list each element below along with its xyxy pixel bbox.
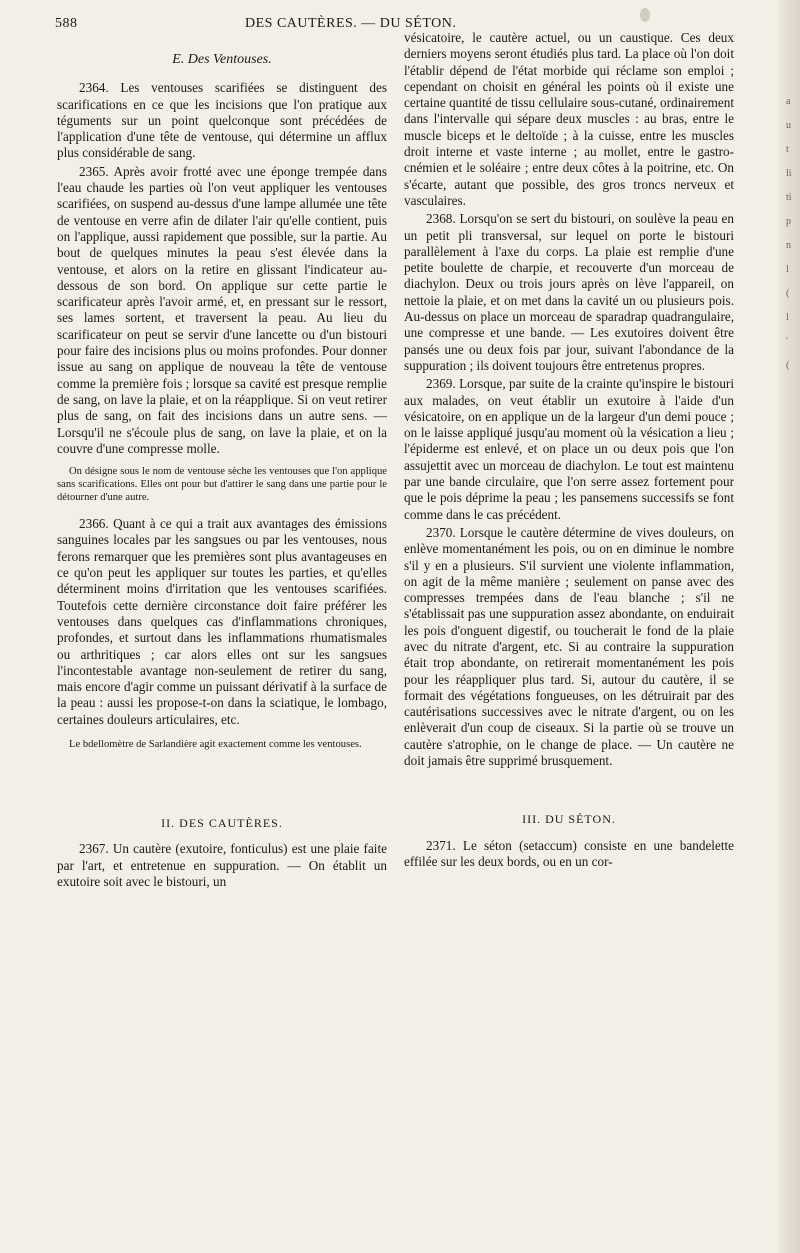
right-column bbox=[404, 30, 734, 872]
footnote-bdellometre: Le bdellomètre de Sarlandière agit exactement comme les ventouses. bbox=[69, 738, 362, 750]
edge-mark: ( bbox=[786, 288, 790, 299]
paragraph-2368: 2368. Lorsqu'on se sert du bistouri, on soulève la peau en un petit pli transversal, sur lequel on porte le bistouri parallèlement à l'axe du corps. La plaie est remplie d'une petite boulette de charpie, et recouverte d'un morceau de diachylon. Deux ou trois jours après on lève l'appareil, on nettoie la plaie, et on met dans la cavité un ou plusieurs pois. Au-dessus on place un morceau de sparadrap quadrangulaire, une compresse et une bande. — Les exutoires doivent être pansés une ou deux fois par jour, suivant l'abondance de la suppuration ; ils doivent toujours être entretenus propres. bbox=[404, 211, 734, 373]
edge-mark: p bbox=[786, 216, 791, 227]
edge-mark: li bbox=[786, 168, 792, 179]
paragraph-2370: 2370. Lorsque le cautère détermine de vives douleurs, on enlève momentanément les pois, ou on en diminue le nombre s'il y en a plusieurs. S'il survient une violente inflammation, on agit de la même manière ; seulement on panse avec des compresses trempées dans de l'eau blanche ; s'il ne s'établissait pas une suppuration assez abondante, on enduirait les pois d'onguent digestif, ou toucherait le fond de la plaie avec du nitrate d'argent, etc. Si au contraire la suppuration était trop abondante, on retirerait momentanément les pois pour les réappliquer plus tard. Si, autour du cautère, il se formait des végétations fongueuses, on les détruirait par des cautérisations successives avec le nitrate d'argent, ou on les enlèverait d'un coup de ciseaux. Si la partie où se trouve un cautère s'atrophie, on le change de place. — Un cautère ne doit jamais être supprimé brusquement. bbox=[404, 524, 734, 769]
edge-mark: l bbox=[786, 312, 789, 323]
section-heading-cauteres: II. DES CAUTÈRES. bbox=[161, 815, 283, 830]
page-number: 588 bbox=[55, 16, 78, 31]
paragraph-2367: 2367. Un cautère (exutoire, fonticulus) est une plaie faite par l'art, et entretenue en suppuration. — On établit un exutoire soit avec le bistouri, un bbox=[57, 841, 387, 889]
edge-mark: ( bbox=[786, 360, 790, 371]
paragraph-2371: 2371. Le séton (setaccum) consiste en une bandelette effilée sur les deux bords, ou en un cor- bbox=[404, 837, 734, 869]
facing-page-edge bbox=[778, 0, 800, 1253]
edge-mark: n bbox=[786, 240, 791, 251]
edge-mark: u bbox=[786, 120, 791, 131]
edge-mark: ti bbox=[786, 192, 792, 203]
spacer bbox=[404, 771, 734, 811]
paragraph-2366: 2366. Quant à ce qui a trait aux avantages des émissions sanguines locales par les sangsues ou par les ventouses, nous ferons remarquer que les premières sont plus avantageuses en ce qu'on peut les appliquer sur toutes les parties, et qu'elles déterminent moins d'irritation que les ventouses scarifiées. Toutefois cette dernière circonstance doit faire préférer les ventouses dans quelques cas d'inflammations chroniques, profondes, et surtout dans les inflammations rhumatismales ou arthritiques ; car alors elles ont sur les sangsues l'incontestable avantage non-seulement de retirer du sang, mais encore d'agir comme un puissant dérivatif à la surface de la peau : aussi les propose-t-on dans la sciatique, le lombago, certaines douleurs articulaires, etc. bbox=[57, 516, 387, 727]
left-column bbox=[57, 52, 387, 892]
paragraph-2365: 2365. Après avoir frotté avec une éponge trempée dans l'eau chaude les parties où l'on veut appliquer les ventouses scarifiées, on suspend au-dessus d'une lampe allumée une tête de ventouse en verre afin de dilater l'air qu'elle contient, puis on l'applique, aussi rapidement que possible, sur la partie. Au bout de quelques minutes la peau s'est élevée dans la ventouse, et alors on la retire en glissant l'indicateur au-dessous de son bord. On applique sur cette partie le scarificateur après l'avoir armé, et, en pressant sur le ressort, ses lames sortent, et traversent la peau. Au lieu du scarificateur on peut se servir d'une lancette ou d'un bistouri pour faire des incisions plus ou moins profondes. Pour donner issue au sang on applique de nouveau la tête de ventouse comme la première fois ; lorsque sa cavité est presque remplie de sang, on lave la plaie, et on la réapplique. Si on veut retirer plus de sang, on fait des incisions dans un autre sens. — Lorsqu'il ne s'écoule plus de sang, on lave la plaie, et on la couvre d'une compresse molle. bbox=[57, 163, 387, 456]
edge-mark: ' bbox=[786, 336, 788, 347]
subheading-ventouses: E. Des Ventouses. bbox=[172, 52, 272, 67]
paragraph-continuation: vésicatoire, le cautère actuel, ou un caustique. Ces deux derniers moyens seront étudiés plus tard. La place où l'on doit l'établir dépend de l'état morbide qui réclame son emploi ; cependant on choisit en général les points où il existe une certaine quantité de tissu cellulaire sous-cutané, ordinairement dans l'intervalle qui sépare deux muscles : au bras, entre le muscle biceps et le deltoïde ; à la cuisse, entre les muscles droit interne et vaste interne ; au mollet, entre le gastro-cnémien et le soléaire ; entre deux côtes à la poitrine, etc. On s'écarte, autant que possible, des gros troncs nerveux et vasculaires. bbox=[404, 30, 734, 208]
running-title: DES CAUTÈRES. — DU SÉTON. bbox=[245, 16, 457, 31]
spacer bbox=[57, 763, 387, 815]
edge-mark: t bbox=[786, 144, 789, 155]
section-heading-seton: III. DU SÉTON. bbox=[522, 812, 616, 827]
paragraph-2364: 2364. Les ventouses scarifiées se distinguent des scarifications en ce que les incisions que l'on pratique aux téguments sur un point quelconque sont précédées de l'application d'une tête de ventouse, qui détermine un afflux plus considérable de sang. bbox=[57, 80, 387, 161]
ink-smudge bbox=[640, 8, 650, 22]
edge-mark: a bbox=[786, 96, 791, 107]
paragraph-2369: 2369. Lorsque, par suite de la crainte qu'inspire le bistouri aux malades, on veut établir un exutoire à l'aide d'un vésicatoire, on en applique un de la largeur d'un demi pouce ; on le laisse appliqué jusqu'au moment où la vésication a lieu ; l'épiderme est enlevé, et on place un ou deux pois que l'on assujettit avec un morceau de diachylon. Le tout est maintenu par une bande circulaire, que l'on serre assez fortement pour que le pois déprime la peau ; les pansemens successifs se font comme dans le cas précédent. bbox=[404, 376, 734, 522]
edge-mark: l bbox=[786, 264, 789, 275]
footnote-ventouse-seche: On désigne sous le nom de ventouse sèche les ventouses que l'on applique sans scarifications. Elles ont pour but d'attirer le sang dans une partie pour le détourner d'une autre. bbox=[57, 466, 387, 504]
